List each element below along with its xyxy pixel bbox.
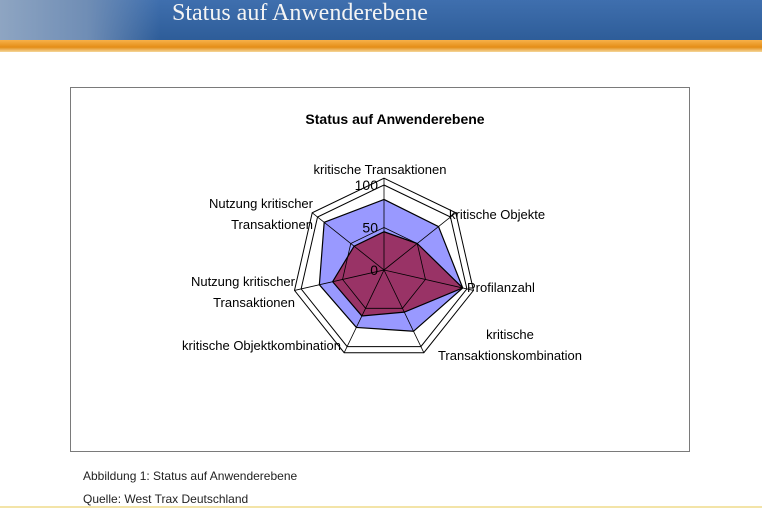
chart-title: Status auf Anwenderebene — [305, 111, 485, 127]
radar-category-label: kritische Objektkombination — [182, 338, 341, 353]
radar-category-label: Nutzung kritischer Transaktionen — [208, 196, 313, 232]
radar-category-label: kritische Transaktionskombination — [437, 327, 583, 363]
radar-tick-label: 0 — [370, 262, 378, 278]
source-caption: Quelle: West Trax Deutschland — [83, 492, 249, 506]
radar-category-label: Nutzung kritischer Transaktionen — [190, 274, 295, 310]
radar-series-group — [319, 199, 462, 331]
radar-category-label: kritische Objekte — [449, 207, 546, 222]
radar-tick-label: 50 — [362, 219, 378, 236]
radar-tick-label: 100 — [354, 177, 378, 193]
radar-category-label: Profilanzahl — [467, 280, 535, 295]
radar-category-label: kritische Transaktionen — [313, 162, 447, 177]
page-title: Status auf Anwenderebene — [172, 0, 428, 26]
figure-caption: Abbildung 1: Status auf Anwenderebene — [83, 469, 298, 483]
